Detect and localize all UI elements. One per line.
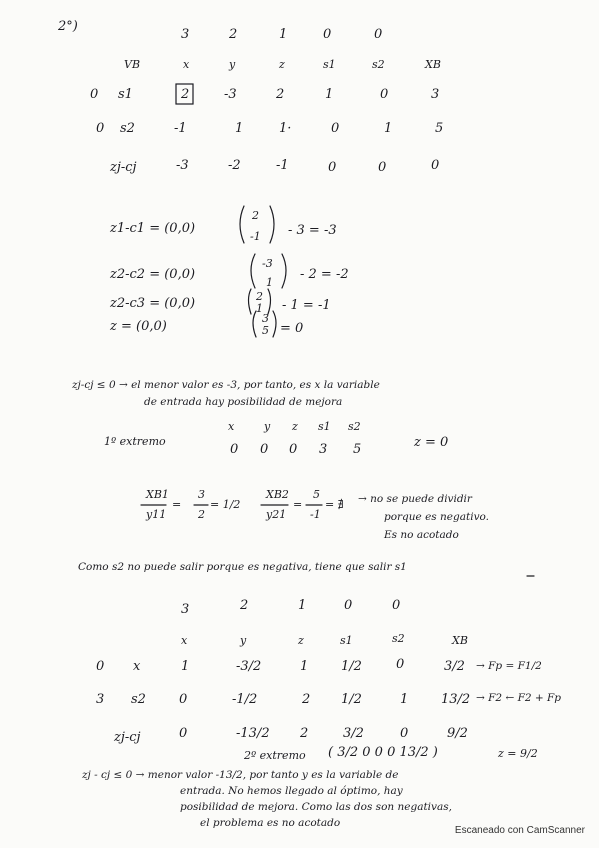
ratio-bottom: y21	[266, 508, 287, 521]
table-cell: 1	[400, 692, 409, 707]
zc-cell: -13/2	[236, 726, 270, 741]
vector-bottom: -1	[250, 230, 261, 243]
cost-cell: 0	[323, 27, 332, 42]
cb-cell: 0	[96, 659, 105, 674]
cost-cell: 0	[344, 598, 353, 613]
ratio-den: -1	[310, 508, 321, 521]
header-cell: s1	[323, 58, 336, 71]
calc-right: - 2 = -2	[300, 267, 349, 282]
ratio-bottom: y11	[146, 508, 167, 521]
extremo-val: 0	[230, 442, 239, 457]
table-cell: 13/2	[441, 692, 471, 707]
calc-left: z1-c1 = (0,0)	[110, 221, 196, 236]
table-cell: 1	[235, 121, 244, 136]
vb-cell: x	[133, 659, 141, 674]
vector-bottom: 1	[266, 276, 273, 289]
zc-label: zj-cj	[110, 160, 137, 175]
zc-cell: 0	[179, 726, 188, 741]
row-operation: → Fp = F1/2	[476, 660, 542, 672]
header-cell: XB	[452, 634, 468, 647]
extremo-z: z = 0	[414, 435, 449, 450]
problem-number: 2°)	[58, 19, 78, 34]
ratio-note: → no se puede dividir	[358, 493, 472, 505]
header-cell: s1	[340, 634, 353, 647]
extremo-val: 0	[260, 442, 269, 457]
header-cell: y	[240, 634, 247, 647]
cost-cell: 1	[298, 598, 307, 613]
table-cell: -3/2	[236, 659, 262, 674]
zc-cell: 0	[431, 158, 440, 173]
ratio-result: = 1/2	[210, 498, 241, 511]
ratio-eq: =	[293, 498, 303, 511]
table-cell: 1	[181, 659, 190, 674]
ratio-top: XB2	[266, 488, 289, 501]
table-cell: 2	[302, 692, 311, 707]
vector-bottom: 1	[256, 302, 263, 315]
extremo-val: 0	[289, 442, 298, 457]
table-cell: -1	[174, 121, 187, 136]
header-cell: s2	[392, 632, 405, 645]
note-line: entrada. No hemos llegado al óptimo, hay	[180, 785, 403, 797]
extremo-label: 1º extremo	[104, 435, 166, 448]
cb-cell: 3	[96, 692, 105, 707]
table-cell: 1	[300, 659, 309, 674]
table-cell: 1	[384, 121, 393, 136]
cb-cell: 0	[90, 87, 99, 102]
calc-left: z = (0,0)	[110, 319, 167, 334]
ratio-note: Es no acotado	[384, 529, 459, 541]
extremo-val: 3	[319, 442, 328, 457]
header-cell: z	[298, 634, 304, 647]
table-cell: 1·	[279, 121, 292, 136]
cb-cell: 0	[96, 121, 105, 136]
zc-cell: -1	[276, 158, 289, 173]
cost-cell: 2	[240, 598, 249, 613]
extremo-val: 5	[353, 442, 362, 457]
vector-top: 2	[256, 290, 263, 303]
ratio-result: = ∄	[325, 498, 344, 511]
table-cell: 5	[435, 121, 444, 136]
cost-cell: 0	[374, 27, 383, 42]
zc-cell: 9/2	[447, 726, 468, 741]
cost-cell: 1	[279, 27, 288, 42]
table-cell: 3	[431, 87, 440, 102]
calc-left: z2-c2 = (0,0)	[110, 267, 196, 282]
cost-cell: 0	[392, 598, 401, 613]
cost-cell: 3	[181, 602, 190, 617]
zc-cell: -3	[176, 158, 189, 173]
row-operation: → F2 ← F2 + Fp	[476, 692, 562, 704]
vector-top: 2	[252, 209, 259, 222]
header-cell: y	[229, 58, 236, 71]
table-cell: 0	[396, 657, 405, 672]
extremo-var: s2	[348, 420, 361, 433]
vector-top: -3	[262, 257, 273, 270]
vb-cell: s2	[131, 692, 146, 707]
vb-cell: s1	[118, 87, 133, 102]
zc-label: zj-cj	[114, 730, 141, 745]
zc-cell: 0	[378, 160, 387, 175]
zc-cell: 0	[328, 160, 337, 175]
table-cell: 0	[179, 692, 188, 707]
zc-cell: 2	[300, 726, 309, 741]
extremo-z: z = 9/2	[498, 747, 538, 760]
header-cell: s2	[372, 58, 385, 71]
extremo-var: z	[292, 420, 298, 433]
ratio-den: 2	[198, 508, 205, 521]
table-cell: -3	[224, 87, 237, 102]
extremo-var: y	[264, 420, 271, 433]
table-cell: 1/2	[341, 659, 362, 674]
table-cell: 2	[276, 87, 285, 102]
pivot-box	[176, 84, 193, 104]
scanner-watermark: Escaneado con CamScanner	[454, 825, 585, 836]
table-cell: -1/2	[232, 692, 258, 707]
note-line: de entrada hay posibilidad de mejora	[144, 396, 343, 408]
zc-cell: 0	[400, 726, 409, 741]
calc-left: z2-c3 = (0,0)	[110, 296, 196, 311]
pivot-cell: 2	[181, 87, 190, 102]
note-line: Como s2 no puede salir porque es negativa, tiene que salir s1	[78, 561, 407, 573]
header-cell: x	[183, 58, 190, 71]
table-cell: 0	[380, 87, 389, 102]
header-cell: XB	[425, 58, 441, 71]
zc-cell: -2	[228, 158, 241, 173]
calc-right: - 3 = -3	[288, 223, 337, 238]
cost-cell: 3	[181, 27, 190, 42]
header-cell: VB	[124, 58, 141, 71]
ratio-num: 5	[313, 488, 320, 501]
vb-cell: s2	[120, 121, 135, 136]
note-line: el problema es no acotado	[200, 817, 341, 829]
calc-right: = 0	[280, 321, 304, 336]
note-line: posibilidad de mejora. Como las dos son negativas,	[180, 801, 452, 813]
extremo-point: ( 3/2 0 0 0 13/2 )	[328, 745, 438, 760]
ratio-note: porque es negativo.	[384, 511, 489, 523]
extremo-var: x	[228, 420, 235, 433]
calc-right: - 1 = -1	[282, 298, 331, 313]
ratio-num: 3	[198, 488, 205, 501]
cost-cell: 2	[229, 27, 238, 42]
vector-bottom: 5	[262, 324, 269, 337]
table-cell: 1/2	[341, 692, 362, 707]
ratio-top: XB1	[146, 488, 169, 501]
vector-top: 3	[262, 312, 269, 325]
extremo-label: 2º extremo	[244, 749, 306, 762]
note-line: zj - cj ≤ 0 → menor valor -13/2, por tanto y es la variable de	[82, 769, 399, 781]
extremo-var: s1	[318, 420, 331, 433]
table-cell: 0	[331, 121, 340, 136]
table-cell: 1	[325, 87, 334, 102]
note-line: zj-cj ≤ 0 → el menor valor es -3, por tanto, es x la variable	[72, 379, 380, 391]
zc-cell: 3/2	[343, 726, 364, 741]
header-cell: z	[279, 58, 285, 71]
header-cell: x	[181, 634, 188, 647]
table-cell: 3/2	[444, 659, 465, 674]
ratio-eq: =	[172, 498, 182, 511]
